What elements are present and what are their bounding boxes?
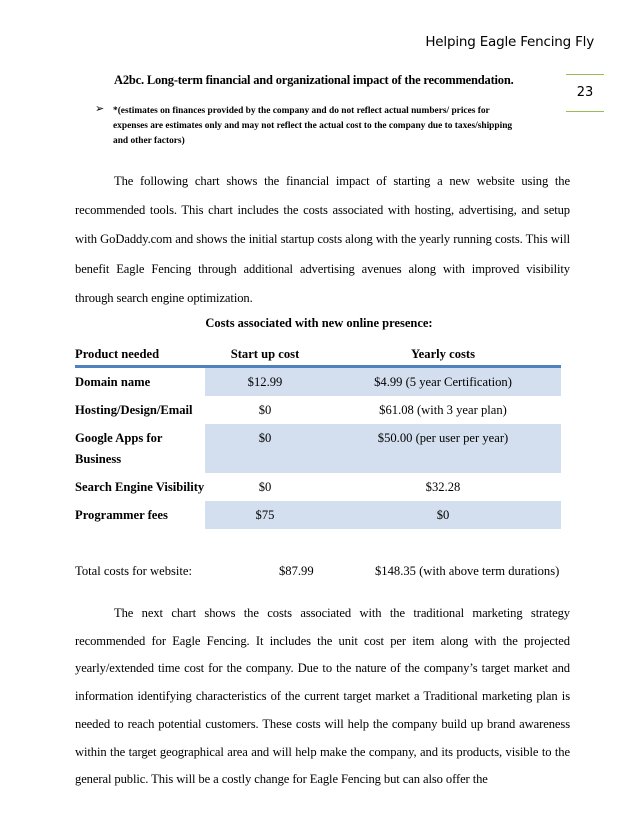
startup-cell: $12.99 bbox=[205, 367, 325, 397]
table-header-row bbox=[75, 343, 561, 367]
total-yearly: $148.35 (with above term durations) bbox=[375, 564, 560, 578]
header-product: Product needed bbox=[75, 346, 160, 361]
costs-table-title: Costs associated with new online presence: bbox=[205, 316, 433, 330]
running-header-title: Helping Eagle Fencing Fly bbox=[425, 34, 594, 50]
page-number-rule-bottom bbox=[566, 111, 604, 112]
table-row bbox=[75, 501, 561, 529]
table-row bbox=[75, 424, 561, 473]
startup-cell: $0 bbox=[258, 480, 272, 494]
website-impact-paragraph bbox=[75, 167, 570, 313]
startup-cell: $75 bbox=[205, 501, 325, 529]
startup-cell: $0 bbox=[205, 424, 325, 473]
product-cell: Domain name bbox=[75, 375, 151, 389]
page-number: 23 bbox=[576, 85, 594, 100]
product-cell: Hosting/Design/Email bbox=[75, 403, 193, 417]
table-row bbox=[75, 473, 561, 501]
arrow-bullet-icon: ➢ bbox=[95, 103, 105, 115]
paragraph-text: The following chart shows the financial impact of starting a new website using the recommended tools. This chart includes the costs associated with hosting, advertising, and setup with GoDaddy.com and shows the initial startup costs along with the yearly running costs. This will benefit Eagle Fencing through additional advertising avenues along with improved visibility through search engine optimization. bbox=[75, 174, 570, 305]
header-yearly: Yearly costs bbox=[410, 346, 475, 361]
table-row bbox=[75, 367, 561, 397]
startup-cell: $0 bbox=[258, 403, 272, 417]
page-number-rule-top bbox=[566, 74, 604, 75]
paragraph-text: The next chart shows the costs associated with the traditional marketing strategy recommended for Eagle Fencing. It includes the unit cost per item along with the projected yearly/extended time cost for the company. Due to the nature of the company’s target market and information identifying characteristics of the current target market a Traditional marketing plan is needed to reach potential customers. These costs will help the company build up brand awareness within the target geographical area and will help make the company, and its products, visible to the general public. This will be a costly change for Eagle Fencing but can also offer the bbox=[75, 606, 570, 787]
yearly-cell: $32.28 bbox=[425, 480, 461, 494]
header-startup: Start up cost bbox=[230, 346, 300, 361]
yearly-cell: $0 bbox=[325, 501, 561, 529]
yearly-cell: $61.08 (with 3 year plan) bbox=[379, 403, 507, 417]
total-label: Total costs for website: bbox=[75, 564, 192, 578]
section-heading: A2bc. Long-term financial and organizational impact of the recommendation. bbox=[114, 73, 514, 87]
estimates-note-line: *(estimates on finances provided by the company and do not reflect actual numbers/ prices for bbox=[113, 106, 490, 116]
estimates-note-line: and other factors) bbox=[113, 136, 185, 146]
yearly-cell: $4.99 (5 year Certification) bbox=[325, 367, 561, 397]
product-cell: Google Apps for Business bbox=[75, 431, 163, 466]
total-startup: $87.99 bbox=[279, 564, 314, 578]
table-row bbox=[75, 396, 561, 424]
estimates-note-line: expenses are estimates only and may not reflect the actual cost to the company due to taxes/shipping bbox=[113, 121, 513, 131]
estimates-note bbox=[113, 104, 553, 149]
yearly-cell: $50.00 (per user per year) bbox=[325, 424, 561, 473]
product-cell: Search Engine Visibility bbox=[75, 480, 205, 494]
online-costs-table bbox=[75, 343, 561, 529]
traditional-marketing-paragraph bbox=[75, 600, 570, 794]
product-cell: Programmer fees bbox=[75, 508, 168, 522]
